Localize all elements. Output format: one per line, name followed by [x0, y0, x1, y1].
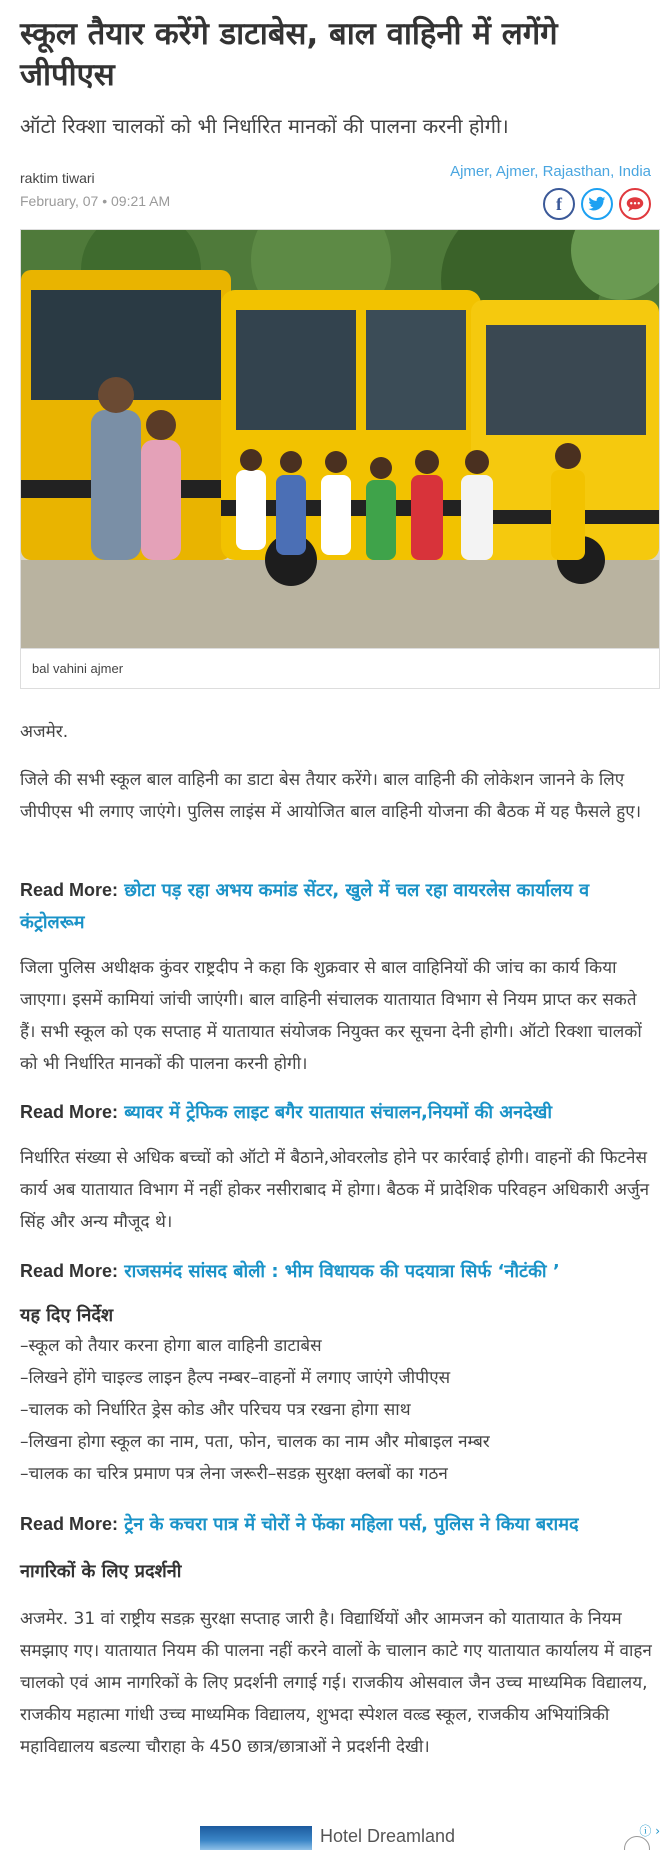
read-more-link[interactable]: राजसमंद सांसद बोली : भीम विधायक की पदयात्रा सिर्फ ‘नौटंकी ’: [124, 1261, 560, 1282]
twitter-share-button[interactable]: [581, 188, 613, 220]
ad-choices-icon[interactable]: ⓘ ›: [639, 1824, 660, 1838]
article-subheadline: ऑटो रिक्शा चालकों को भी निर्धारित मानकों की पालना करनी होगी।: [20, 114, 509, 138]
article-figure: [20, 229, 660, 689]
article-paragraph-2: जिला पुलिस अधीक्षक कुंवर राष्ट्रदीप ने कहा कि शुक्रवार से बाल वाहिनियों की जांच का कार्य किया जाएगा। इसमें कामियां जांची जाएंगी। बाल वाहिनी संचालक यातायात विभाग से नियम प्राप्त कर सकते हैं। सभी स्कूल को एक सप्ताह में यातायात संयोजक नियुक्त कर सूचना देनी होगी। ऑटो रिक्शा चालकों को भी निर्धारित मानकों की पालना करनी होगी।: [20, 958, 642, 1074]
read-more-2[interactable]: [20, 1096, 655, 1129]
share-buttons: [543, 188, 651, 220]
author-name[interactable]: raktim tiwari: [20, 170, 95, 186]
school-bus-photo: [21, 230, 659, 648]
read-more-label: Read More:: [20, 880, 119, 900]
directive-item: –स्कूल को तैयार करना होगा बाल वाहिनी डाटाबेस: [20, 1336, 322, 1356]
article-paragraph-1: जिले की सभी स्कूल बाल वाहिनी का डाटा बेस तैयार करेंगे। बाल वाहिनी की लोकेशन जानने के लिए जीपीएस भी लगाए जाएंगे। पुलिस लाइंस में आयोजित बाल वाहिनी योजना की बैठक में यह फैसले हुए।: [20, 770, 642, 822]
comment-button[interactable]: [619, 188, 651, 220]
article-paragraph-4: अजमेर. 31 वां राष्ट्रीय सडक़ सुरक्षा सप्ताह जारी है। विद्यार्थियों और आमजन को यातायात के नियम समझाए गए। यातायात नियम की पालना नहीं करने वालों के चालान काटे गए यातायात कार्यालय में वाहन चालको एवं आम नागरिकों के लिए प्रदर्शनी लगाई गई। राजकीय ओसवाल जैन उच्च माध्यमिक विद्यालय, राजकीय महात्मा गांधी उच्च माध्यमिक विद्यालय, शुभदा स्पेशल वल्र्ड स्कूल, राजकीय अभियांत्रिकी महाविद्यालय बडल्या चौराहा के 450 छात्र/छात्राओं ने प्रदर्शनी देखी।: [20, 1609, 652, 1757]
read-more-4[interactable]: [20, 1508, 655, 1541]
directive-item: –चालक को निर्धारित ड्रेस कोड और परिचय पत्र रखना होगा साथ: [20, 1400, 411, 1420]
article-headline: स्कूल तैयार करेंगे डाटाबेस, बाल वाहिनी में लगेंगे जीपीएस: [20, 16, 558, 93]
directive-item: –चालक का चरित्र प्रमाण पत्र लेना जरूरी–सडक़ सुरक्षा क्लबों का गठन: [20, 1464, 448, 1484]
read-more-3[interactable]: [20, 1255, 655, 1288]
comment-icon: [626, 196, 644, 212]
read-more-label: Read More:: [20, 1261, 119, 1281]
directive-item: –लिखने होंगे चाइल्ड लाइन हैल्प नम्बर–वाहनों में लगाए जाएंगे जीपीएस: [20, 1368, 451, 1388]
read-more-link[interactable]: ट्रेन के कचरा पात्र में चोरों ने फेंका महिला पर्स, पुलिस ने किया बरामद: [124, 1514, 579, 1535]
ad-image[interactable]: [200, 1826, 312, 1850]
read-more-1[interactable]: [20, 874, 655, 939]
ad-title[interactable]: Hotel Dreamland: [320, 1826, 456, 1846]
facebook-share-button[interactable]: [543, 188, 575, 220]
article-dateline: अजमेर.: [20, 722, 69, 742]
article-paragraph-3: निर्धारित संख्या से अधिक बच्चों को ऑटो में बैठाने,ओवरलोड होने पर कार्रवाई होगी। वाहनों की फिटनेस कार्य अब यातायात विभाग में नहीं होकर नसीराबाद में होगा। बैठक में प्रादेशिक परिवहन अधिकारी अर्जुन सिंह और अन्य मौजूद थे।: [20, 1148, 650, 1232]
section-exhibition-title: नागरिकों के लिए प्रदर्शनी: [20, 1561, 182, 1582]
read-more-link[interactable]: छोटा पड़ रहा अभय कमांड सेंटर, खुले में चल रहा वायरलेस कार्यालय व कंट्रोलरूम: [20, 880, 590, 933]
facebook-icon: f: [556, 193, 562, 214]
school-bus-image: [21, 230, 659, 648]
advertisement[interactable]: [200, 1822, 660, 1850]
section-directives-title: यह दिए निर्देश: [20, 1305, 114, 1326]
location-link[interactable]: Ajmer, Ajmer, Rajasthan, India: [450, 163, 651, 180]
directives-list: [20, 1330, 655, 1490]
publish-date: February, 07 • 09:21 AM: [20, 193, 171, 209]
image-caption: bal vahini ajmer: [21, 648, 659, 688]
twitter-icon: [588, 196, 606, 212]
read-more-label: Read More:: [20, 1514, 119, 1534]
read-more-label: Read More:: [20, 1102, 119, 1122]
read-more-link[interactable]: ब्यावर में ट्रेफिक लाइट बगैर यातायात संचालन,नियमों की अनदेखी: [124, 1102, 553, 1123]
directive-item: –लिखना होगा स्कूल का नाम, पता, फोन, चालक का नाम और मोबाइल नम्बर: [20, 1432, 490, 1452]
